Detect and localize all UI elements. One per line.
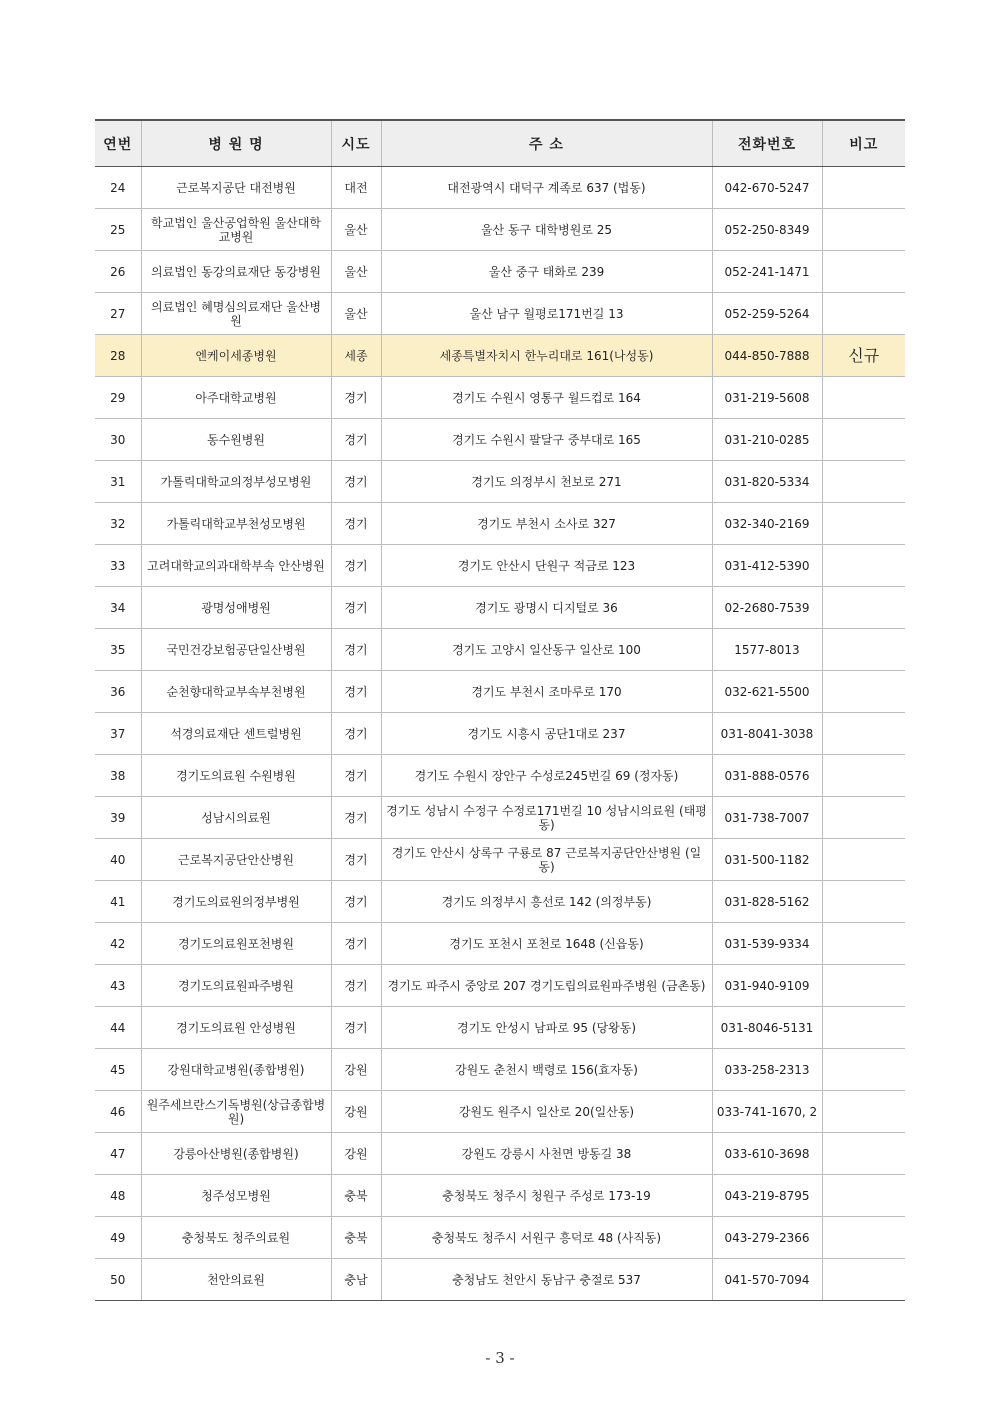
- cell-phone: 031-412-5390: [712, 545, 822, 587]
- cell-region: 강원: [331, 1133, 381, 1175]
- cell-address: 경기도 고양시 일산동구 일산로 100: [381, 629, 712, 671]
- cell-no: 41: [95, 881, 141, 923]
- cell-address: 강원도 강릉시 사천면 방동길 38: [381, 1133, 712, 1175]
- cell-note: [822, 419, 905, 461]
- cell-no: 33: [95, 545, 141, 587]
- cell-region: 경기: [331, 377, 381, 419]
- cell-address: 경기도 안산시 단원구 적금로 123: [381, 545, 712, 587]
- cell-no: 25: [95, 209, 141, 251]
- cell-address: 세종특별자치시 한누리대로 161(나성동): [381, 335, 712, 377]
- cell-note: [822, 881, 905, 923]
- cell-region: 충남: [331, 1259, 381, 1301]
- cell-hospital-name: 청주성모병원: [141, 1175, 331, 1217]
- cell-note: [822, 1259, 905, 1301]
- header-name: 병 원 명: [141, 120, 331, 167]
- header-phone: 전화번호: [712, 120, 822, 167]
- cell-no: 48: [95, 1175, 141, 1217]
- header-region: 시도: [331, 120, 381, 167]
- cell-region: 경기: [331, 545, 381, 587]
- cell-address: 경기도 부천시 조마루로 170: [381, 671, 712, 713]
- cell-note: [822, 251, 905, 293]
- table-row: [95, 1217, 905, 1259]
- cell-hospital-name: 아주대학교병원: [141, 377, 331, 419]
- cell-region: 충북: [331, 1175, 381, 1217]
- cell-hospital-name: 경기도의료원포천병원: [141, 923, 331, 965]
- table-row: [95, 587, 905, 629]
- header-row: [95, 120, 905, 167]
- cell-hospital-name: 강원대학교병원(종합병원): [141, 1049, 331, 1091]
- cell-phone: 02-2680-7539: [712, 587, 822, 629]
- cell-region: 경기: [331, 461, 381, 503]
- cell-no: 27: [95, 293, 141, 335]
- cell-hospital-name: 천안의료원: [141, 1259, 331, 1301]
- cell-no: 43: [95, 965, 141, 1007]
- cell-address: 충청북도 청주시 청원구 주성로 173-19: [381, 1175, 712, 1217]
- cell-note: [822, 923, 905, 965]
- table-row: [95, 1133, 905, 1175]
- cell-region: 경기: [331, 923, 381, 965]
- cell-no: 38: [95, 755, 141, 797]
- cell-address: 경기도 파주시 중앙로 207 경기도립의료원파주병원 (금촌동): [381, 965, 712, 1007]
- cell-no: 34: [95, 587, 141, 629]
- cell-region: 경기: [331, 419, 381, 461]
- cell-no: 37: [95, 713, 141, 755]
- table-row: [95, 293, 905, 335]
- cell-hospital-name: 엔케이세종병원: [141, 335, 331, 377]
- table-row: [95, 1007, 905, 1049]
- cell-region: 경기: [331, 1007, 381, 1049]
- hospital-list-table: [95, 119, 905, 1301]
- cell-phone: 042-670-5247: [712, 167, 822, 209]
- cell-phone: 033-610-3698: [712, 1133, 822, 1175]
- cell-region: 강원: [331, 1091, 381, 1133]
- cell-no: 31: [95, 461, 141, 503]
- table-row: [95, 503, 905, 545]
- cell-hospital-name: 근로복지공단 대전병원: [141, 167, 331, 209]
- cell-hospital-name: 가톨릭대학교부천성모병원: [141, 503, 331, 545]
- cell-phone: 031-820-5334: [712, 461, 822, 503]
- cell-region: 경기: [331, 671, 381, 713]
- cell-hospital-name: 강릉아산병원(종합병원): [141, 1133, 331, 1175]
- table-row: [95, 167, 905, 209]
- cell-address: 경기도 수원시 팔달구 중부대로 165: [381, 419, 712, 461]
- cell-hospital-name: 근로복지공단안산병원: [141, 839, 331, 881]
- table-row: [95, 335, 905, 377]
- cell-no: 29: [95, 377, 141, 419]
- cell-phone: 033-741-1670, 2: [712, 1091, 822, 1133]
- cell-phone: 043-279-2366: [712, 1217, 822, 1259]
- cell-phone: 044-850-7888: [712, 335, 822, 377]
- cell-hospital-name: 순천향대학교부속부천병원: [141, 671, 331, 713]
- cell-phone: 031-8041-3038: [712, 713, 822, 755]
- cell-phone: 031-940-9109: [712, 965, 822, 1007]
- table-row: [95, 545, 905, 587]
- cell-phone: 032-621-5500: [712, 671, 822, 713]
- cell-address: 강원도 춘천시 백령로 156(효자동): [381, 1049, 712, 1091]
- cell-note: [822, 1091, 905, 1133]
- cell-note: [822, 629, 905, 671]
- cell-no: 45: [95, 1049, 141, 1091]
- cell-region: 경기: [331, 881, 381, 923]
- cell-note: [822, 209, 905, 251]
- cell-hospital-name: 가톨릭대학교의정부성모병원: [141, 461, 331, 503]
- table-row: [95, 797, 905, 839]
- cell-phone: 031-888-0576: [712, 755, 822, 797]
- cell-no: 40: [95, 839, 141, 881]
- cell-note: [822, 545, 905, 587]
- cell-address: 울산 중구 태화로 239: [381, 251, 712, 293]
- header-no: 연번: [95, 120, 141, 167]
- cell-hospital-name: 학교법인 울산공업학원 울산대학교병원: [141, 209, 331, 251]
- table-row: [95, 1049, 905, 1091]
- cell-hospital-name: 원주세브란스기독병원(상급종합병원): [141, 1091, 331, 1133]
- cell-hospital-name: 동수원병원: [141, 419, 331, 461]
- cell-address: 경기도 성남시 수정구 수정로171번길 10 성남시의료원 (태평동): [381, 797, 712, 839]
- cell-phone: 052-250-8349: [712, 209, 822, 251]
- cell-note: [822, 797, 905, 839]
- cell-region: 충북: [331, 1217, 381, 1259]
- table-row: [95, 713, 905, 755]
- cell-phone: 1577-8013: [712, 629, 822, 671]
- table-row: [95, 209, 905, 251]
- cell-note: [822, 461, 905, 503]
- cell-hospital-name: 고려대학교의과대학부속 안산병원: [141, 545, 331, 587]
- table-row: [95, 755, 905, 797]
- cell-hospital-name: 광명성애병원: [141, 587, 331, 629]
- cell-address: 울산 동구 대학병원로 25: [381, 209, 712, 251]
- cell-note: [822, 671, 905, 713]
- cell-hospital-name: 경기도의료원파주병원: [141, 965, 331, 1007]
- table-row: [95, 1259, 905, 1301]
- cell-address: 강원도 원주시 일산로 20(일산동): [381, 1091, 712, 1133]
- cell-phone: 031-539-9334: [712, 923, 822, 965]
- cell-phone: 031-210-0285: [712, 419, 822, 461]
- cell-address: 경기도 안성시 남파로 95 (당왕동): [381, 1007, 712, 1049]
- cell-hospital-name: 의료법인 혜명심의료재단 울산병원: [141, 293, 331, 335]
- table-row: [95, 1091, 905, 1133]
- cell-note: 신규: [822, 335, 905, 377]
- table-row: [95, 965, 905, 1007]
- cell-no: 50: [95, 1259, 141, 1301]
- cell-address: 경기도 광명시 디지털로 36: [381, 587, 712, 629]
- cell-no: 42: [95, 923, 141, 965]
- table-row: [95, 377, 905, 419]
- cell-no: 35: [95, 629, 141, 671]
- cell-phone: 031-828-5162: [712, 881, 822, 923]
- cell-region: 경기: [331, 965, 381, 1007]
- cell-address: 경기도 수원시 영통구 월드컵로 164: [381, 377, 712, 419]
- cell-phone: 031-738-7007: [712, 797, 822, 839]
- cell-address: 대전광역시 대덕구 계족로 637 (법동): [381, 167, 712, 209]
- cell-phone: 031-8046-5131: [712, 1007, 822, 1049]
- cell-note: [822, 965, 905, 1007]
- cell-address: 경기도 포천시 포천로 1648 (신읍동): [381, 923, 712, 965]
- cell-region: 대전: [331, 167, 381, 209]
- cell-phone: 052-241-1471: [712, 251, 822, 293]
- cell-phone: 033-258-2313: [712, 1049, 822, 1091]
- cell-hospital-name: 의료법인 동강의료재단 동강병원: [141, 251, 331, 293]
- cell-hospital-name: 경기도의료원의정부병원: [141, 881, 331, 923]
- cell-note: [822, 1007, 905, 1049]
- header-note: 비고: [822, 120, 905, 167]
- cell-phone: 052-259-5264: [712, 293, 822, 335]
- cell-region: 경기: [331, 839, 381, 881]
- cell-hospital-name: 경기도의료원 수원병원: [141, 755, 331, 797]
- cell-phone: 032-340-2169: [712, 503, 822, 545]
- cell-address: 경기도 의정부시 천보로 271: [381, 461, 712, 503]
- cell-region: 경기: [331, 503, 381, 545]
- cell-no: 30: [95, 419, 141, 461]
- cell-region: 경기: [331, 587, 381, 629]
- table-row: [95, 923, 905, 965]
- table-row: [95, 461, 905, 503]
- table-row: [95, 629, 905, 671]
- cell-phone: 041-570-7094: [712, 1259, 822, 1301]
- cell-hospital-name: 석경의료재단 센트럴병원: [141, 713, 331, 755]
- cell-region: 세종: [331, 335, 381, 377]
- cell-no: 44: [95, 1007, 141, 1049]
- cell-address: 울산 남구 월평로171번길 13: [381, 293, 712, 335]
- table-body: [95, 167, 905, 1301]
- cell-address: 경기도 수원시 장안구 수성로245번길 69 (정자동): [381, 755, 712, 797]
- cell-region: 경기: [331, 755, 381, 797]
- cell-no: 24: [95, 167, 141, 209]
- cell-address: 충청남도 천안시 동남구 충절로 537: [381, 1259, 712, 1301]
- cell-no: 46: [95, 1091, 141, 1133]
- cell-address: 충청북도 청주시 서원구 흥덕로 48 (사직동): [381, 1217, 712, 1259]
- cell-address: 경기도 안산시 상록구 구룡로 87 근로복지공단안산병원 (일동): [381, 839, 712, 881]
- table-row: [95, 839, 905, 881]
- cell-address: 경기도 의정부시 흥선로 142 (의정부동): [381, 881, 712, 923]
- cell-no: 28: [95, 335, 141, 377]
- cell-region: 경기: [331, 797, 381, 839]
- cell-no: 49: [95, 1217, 141, 1259]
- cell-note: [822, 755, 905, 797]
- cell-phone: 031-500-1182: [712, 839, 822, 881]
- cell-note: [822, 377, 905, 419]
- cell-no: 36: [95, 671, 141, 713]
- cell-no: 32: [95, 503, 141, 545]
- cell-note: [822, 713, 905, 755]
- cell-note: [822, 839, 905, 881]
- cell-region: 울산: [331, 251, 381, 293]
- table-row: [95, 419, 905, 461]
- cell-hospital-name: 경기도의료원 안성병원: [141, 1007, 331, 1049]
- page-number: - 3 -: [485, 1349, 515, 1367]
- cell-region: 경기: [331, 629, 381, 671]
- cell-note: [822, 1175, 905, 1217]
- cell-note: [822, 1049, 905, 1091]
- cell-note: [822, 1217, 905, 1259]
- cell-no: 26: [95, 251, 141, 293]
- cell-no: 47: [95, 1133, 141, 1175]
- cell-hospital-name: 충청북도 청주의료원: [141, 1217, 331, 1259]
- cell-address: 경기도 시흥시 공단1대로 237: [381, 713, 712, 755]
- table-header: [95, 120, 905, 167]
- cell-note: [822, 503, 905, 545]
- cell-note: [822, 293, 905, 335]
- cell-no: 39: [95, 797, 141, 839]
- table-row: [95, 1175, 905, 1217]
- cell-note: [822, 1133, 905, 1175]
- table-row: [95, 881, 905, 923]
- cell-region: 경기: [331, 713, 381, 755]
- cell-hospital-name: 국민건강보험공단일산병원: [141, 629, 331, 671]
- cell-phone: 043-219-8795: [712, 1175, 822, 1217]
- cell-region: 강원: [331, 1049, 381, 1091]
- table-row: [95, 251, 905, 293]
- header-address: 주 소: [381, 120, 712, 167]
- table-row: [95, 671, 905, 713]
- cell-note: [822, 167, 905, 209]
- cell-address: 경기도 부천시 소사로 327: [381, 503, 712, 545]
- cell-note: [822, 587, 905, 629]
- cell-phone: 031-219-5608: [712, 377, 822, 419]
- cell-hospital-name: 성남시의료원: [141, 797, 331, 839]
- cell-region: 울산: [331, 293, 381, 335]
- cell-region: 울산: [331, 209, 381, 251]
